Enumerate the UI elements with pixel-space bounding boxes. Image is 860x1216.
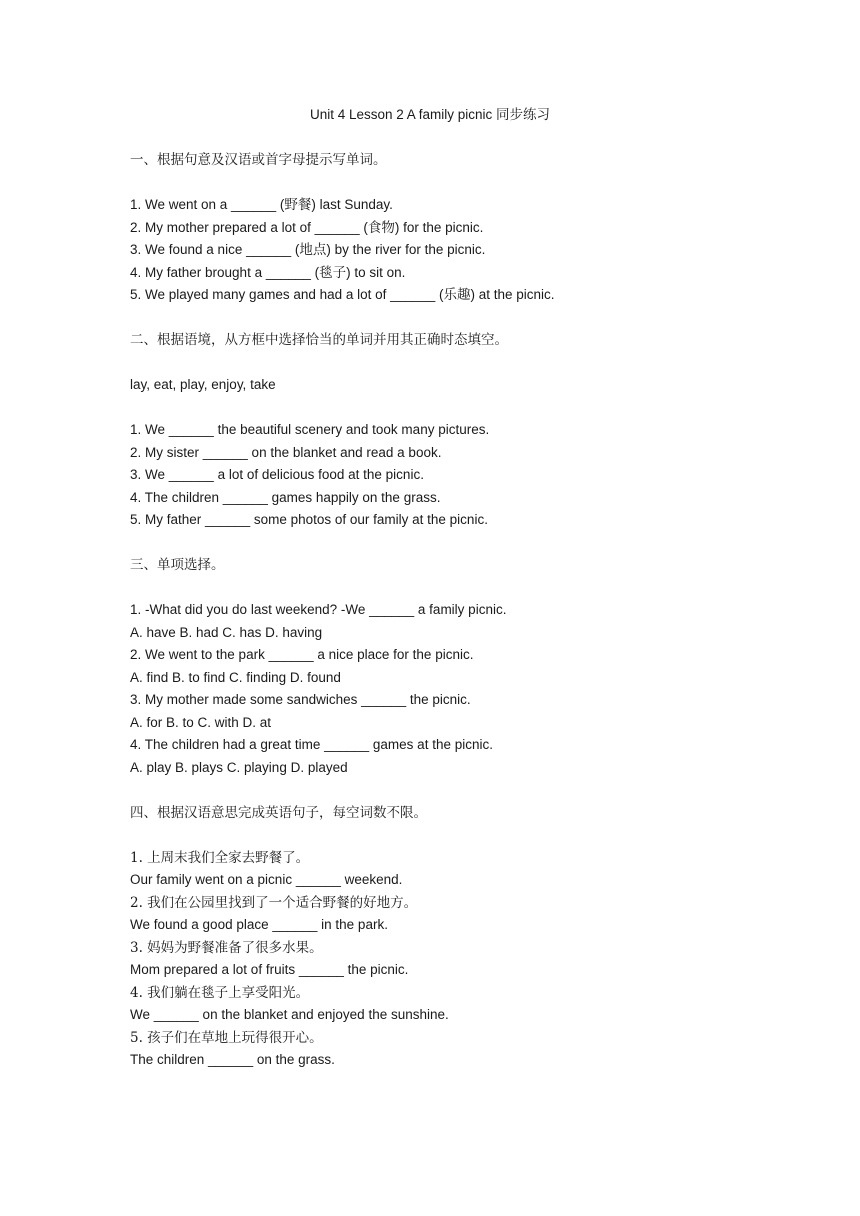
section3-question-3: 3. My mother made some sandwiches ______ the picnic. [130,692,471,707]
section1-heading: 一、根据句意及汉语或首字母提示写单词。 [130,152,387,168]
section4-english-4: We ______ on the blanket and enjoyed the sunshine. [130,1007,449,1022]
section4-english-1: Our family went on a picnic ______ weekend. [130,872,403,887]
page-title: Unit 4 Lesson 2 A family picnic 同步练习 [309,107,551,122]
section4-english-5: The children ______ on the grass. [130,1052,335,1067]
section3-options-1: A. have B. had C. has D. having [130,624,323,640]
section4-english-3: Mom prepared a lot of fruits ______ the picnic. [130,962,409,977]
section4-english-2: We found a good place ______ in the park. [130,917,388,932]
section1-item-1: 1. We went on a ______ (野餐) last Sunday. [130,197,393,212]
spacer [130,577,770,600]
section3-question-4: 4. The children had a great time ______ games at the picnic. [130,737,493,752]
section3-options-4: A. play B. plays C. playing D. played [130,759,348,775]
spacer [130,779,770,802]
section3-question-2: 2. We went to the park ______ a nice place for the picnic. [130,647,474,662]
section1-item-3: 3. We found a nice ______ (地点) by the river for the picnic. [130,242,486,257]
section4-chinese-5: 5. 孩子们在草地上玩得很开心。 [130,1029,323,1046]
section4-chinese-1: 1. 上周末我们全家去野餐了。 [130,849,310,866]
spacer [130,352,770,375]
section4-chinese-3: 3. 妈妈为野餐准备了很多水果。 [130,939,323,956]
spacer [130,397,770,420]
section4-chinese-4: 4. 我们躺在毯子上享受阳光。 [130,984,310,1001]
spacer [130,307,770,330]
section2-item-4: 4. The children ______ games happily on the grass. [130,489,441,505]
section1-item-5: 5. We played many games and had a lot of ______ (乐趣) at the picnic. [130,287,555,302]
section1-item-2: 2. My mother prepared a lot of ______ (食物) for the picnic. [130,219,484,235]
section3-options-2: A. find B. to find C. finding D. found [130,669,341,685]
spacer [130,824,770,847]
spacer [130,172,770,195]
spacer [130,532,770,555]
section1-item-4: 4. My father brought a ______ (毯子) to sit on. [130,264,406,280]
worksheet-content [130,149,770,1072]
section3-heading: 三、单项选择。 [130,557,225,573]
section2-item-5: 5. My father ______ some photos of our family at the picnic. [130,512,488,527]
section4-chinese-2: 2. 我们在公园里找到了一个适合野餐的好地方。 [130,894,418,911]
word-box: lay, eat, play, enjoy, take [130,377,276,392]
section4-heading: 四、根据汉语意思完成英语句子，每空词数不限。 [130,804,427,821]
section3-question-1: 1. -What did you do last weekend? -We ______ a family picnic. [130,602,507,617]
section2-heading: 二、根据语境，从方框中选择恰当的单词并用其正确时态填空。 [130,332,508,348]
section3-options-3: A. for B. to C. with D. at [130,714,272,730]
section2-item-1: 1. We ______ the beautiful scenery and took many pictures. [130,422,490,437]
section2-item-3: 3. We ______ a lot of delicious food at the picnic. [130,467,424,482]
section2-item-2: 2. My sister ______ on the blanket and read a book. [130,444,442,460]
